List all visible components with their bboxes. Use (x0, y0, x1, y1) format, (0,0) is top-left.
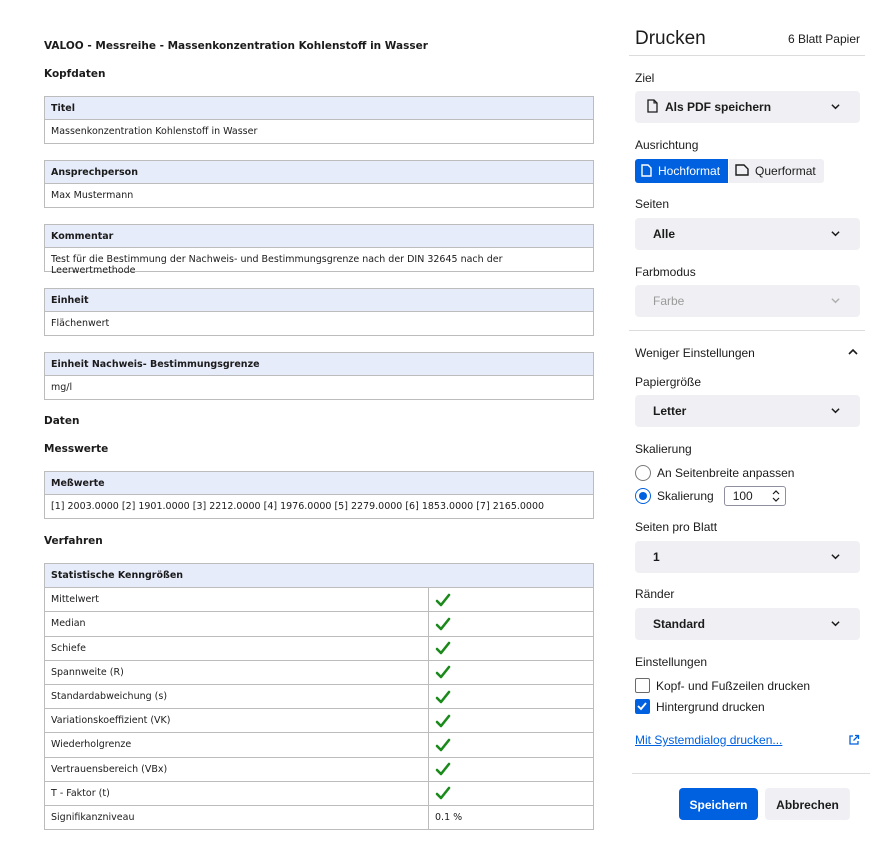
background-label: Hintergrund drucken (656, 699, 765, 714)
fit-width-option[interactable] (635, 465, 794, 481)
portrait-option[interactable] (635, 159, 728, 183)
sheet-count: 6 Blatt Papier (787, 32, 860, 46)
stat-check-cell (429, 709, 594, 733)
chevron-down-icon (831, 619, 840, 628)
stat-name: Wiederholgrenze (45, 733, 429, 757)
stat-check-cell (429, 757, 594, 781)
field-value: [1] 2003.0000 [2] 1901.0000 [3] 2212.0000 [4] 1976.0000 [5] 2279.0000 [6] 1853.0000 [7] 2165.0000 (51, 501, 545, 512)
table-row (45, 588, 594, 612)
stat-check-cell (429, 636, 594, 660)
einstellungen-label: Einstellungen (635, 655, 708, 669)
field-value: mg/l (51, 382, 73, 393)
farbmodus-label: Farbmodus (635, 265, 696, 279)
field-kommentar (44, 224, 594, 276)
checkmark-icon (435, 664, 451, 680)
fit-width-label: An Seitenbreite anpassen (657, 466, 795, 480)
section-kopfdaten: Kopfdaten (44, 68, 106, 80)
headers-footers-checkbox[interactable] (635, 678, 650, 693)
field-value: Test für die Bestimmung der Nachweis- und Bestimmungsgrenze nach der DIN 32645 nach der Leerwertmethode (51, 254, 503, 276)
field-ansprechperson (44, 160, 594, 208)
less-settings-label: Weniger Einstellungen (635, 346, 755, 360)
checkmark-icon (435, 761, 451, 777)
destination-value: Als PDF speichern (665, 100, 772, 114)
chevron-down-icon (831, 229, 840, 238)
document-icon (647, 99, 658, 113)
section-daten: Daten (44, 415, 80, 427)
chevron-down-icon (831, 552, 840, 561)
chevron-down-icon (831, 296, 840, 305)
pages-per-sheet-select[interactable] (635, 541, 860, 573)
field-titel (44, 96, 594, 144)
field-einheit (44, 288, 594, 336)
custom-scale-option[interactable] (635, 486, 786, 506)
table-row (45, 781, 594, 805)
field-label: Einheit Nachweis- Bestimmungsgrenze (45, 353, 593, 376)
table-row (45, 733, 594, 757)
stat-check-cell (429, 781, 594, 805)
landscape-icon (735, 164, 749, 176)
stat-check-cell (429, 612, 594, 636)
stat-check-cell (429, 733, 594, 757)
field-value: Max Mustermann (51, 190, 134, 201)
pages-per-sheet-label: Seiten pro Blatt (635, 520, 718, 534)
field-label: Einheit (45, 289, 593, 312)
checkmark-icon (435, 592, 451, 608)
paper-size-select[interactable] (635, 395, 860, 427)
field-value: Massenkonzentration Kohlenstoff in Wasser (51, 126, 258, 137)
stat-name: Signifikanzniveau (45, 805, 429, 829)
stat-check-cell (429, 660, 594, 684)
system-dialog-link[interactable]: Mit Systemdialog drucken... (635, 733, 783, 747)
panel-title: Drucken (635, 28, 706, 49)
divider (632, 773, 870, 774)
chevron-up-icon (848, 348, 858, 356)
external-link-icon[interactable] (848, 734, 860, 746)
custom-scale-label: Skalierung (657, 489, 714, 503)
table-header-row (45, 564, 594, 588)
fit-width-radio[interactable] (635, 465, 651, 481)
stats-table (44, 563, 594, 830)
field-label: Kommentar (45, 225, 593, 248)
field-value: Flächenwert (51, 318, 110, 329)
background-checkbox[interactable] (635, 699, 650, 714)
portrait-icon (641, 164, 652, 177)
stats-header: Statistische Kenngrößen (45, 564, 594, 588)
save-button[interactable]: Speichern (679, 788, 758, 820)
checkmark-icon (435, 737, 451, 753)
checkmark-icon (636, 700, 648, 712)
chevron-down-icon (831, 102, 840, 111)
print-panel (620, 0, 890, 856)
table-row (45, 709, 594, 733)
color-mode-value: Farbe (653, 294, 685, 308)
section-verfahren: Verfahren (44, 535, 103, 547)
table-row (45, 805, 594, 829)
portrait-label: Hochformat (658, 164, 721, 178)
stat-name: Vertrauensbereich (VBx) (45, 757, 429, 781)
landscape-label: Querformat (755, 164, 816, 178)
paper-size-value: Letter (653, 404, 687, 418)
less-settings-toggle[interactable] (635, 346, 860, 360)
margins-value: Standard (653, 617, 706, 631)
raender-label: Ränder (635, 587, 675, 601)
ausrichtung-label: Ausrichtung (635, 138, 699, 152)
pages-select[interactable] (635, 218, 860, 250)
seiten-label: Seiten (635, 197, 670, 211)
stat-check-cell (429, 684, 594, 708)
stat-name: Median (45, 612, 429, 636)
ziel-label: Ziel (635, 71, 655, 85)
pages-per-sheet-value: 1 (653, 550, 660, 564)
spinner-icon[interactable] (772, 489, 780, 503)
field-messwerte (44, 471, 594, 519)
scale-value: 100 (732, 489, 753, 503)
field-label: Titel (45, 97, 593, 120)
background-option[interactable] (635, 699, 765, 714)
table-row (45, 757, 594, 781)
custom-scale-radio[interactable] (635, 488, 651, 504)
table-row (45, 660, 594, 684)
stat-name: Standardabweichung (s) (45, 684, 429, 708)
landscape-option[interactable] (729, 159, 824, 183)
pages-value: Alle (653, 227, 676, 241)
cancel-button[interactable]: Abbrechen (765, 788, 850, 820)
stat-name: T - Faktor (t) (45, 781, 429, 805)
checkmark-icon (435, 785, 451, 801)
margins-select[interactable] (635, 608, 860, 640)
chevron-down-icon (831, 406, 840, 415)
skalierung-label: Skalierung (635, 442, 692, 456)
stat-value: 0.1 % (429, 805, 594, 829)
stat-name: Variationskoeffizient (VK) (45, 709, 429, 733)
section-messwerte: Messwerte (44, 443, 109, 455)
table-row (45, 636, 594, 660)
field-einheit-nachweis (44, 352, 594, 400)
table-row (45, 612, 594, 636)
stat-name: Mittelwert (45, 588, 429, 612)
checkmark-icon (435, 640, 451, 656)
orientation-toggle (635, 159, 824, 183)
table-row (45, 684, 594, 708)
field-label: Meßwerte (45, 472, 593, 495)
scale-input[interactable] (724, 486, 786, 506)
document-title: VALOO - Messreihe - Massenkonzentration Kohlenstoff in Wasser (44, 40, 428, 52)
stat-name: Spannweite (R) (45, 660, 429, 684)
checkmark-icon (435, 616, 451, 632)
papiergroesse-label: Papiergröße (635, 375, 702, 389)
divider (629, 55, 865, 56)
headers-footers-option[interactable] (635, 678, 810, 693)
stat-check-cell (429, 588, 594, 612)
checkmark-icon (435, 713, 451, 729)
divider (629, 330, 865, 331)
field-label: Ansprechperson (45, 161, 593, 184)
checkmark-icon (435, 689, 451, 705)
stat-name: Schiefe (45, 636, 429, 660)
color-mode-select (635, 285, 860, 317)
headers-footers-label: Kopf- und Fußzeilen drucken (656, 678, 811, 693)
destination-select[interactable] (635, 91, 860, 123)
